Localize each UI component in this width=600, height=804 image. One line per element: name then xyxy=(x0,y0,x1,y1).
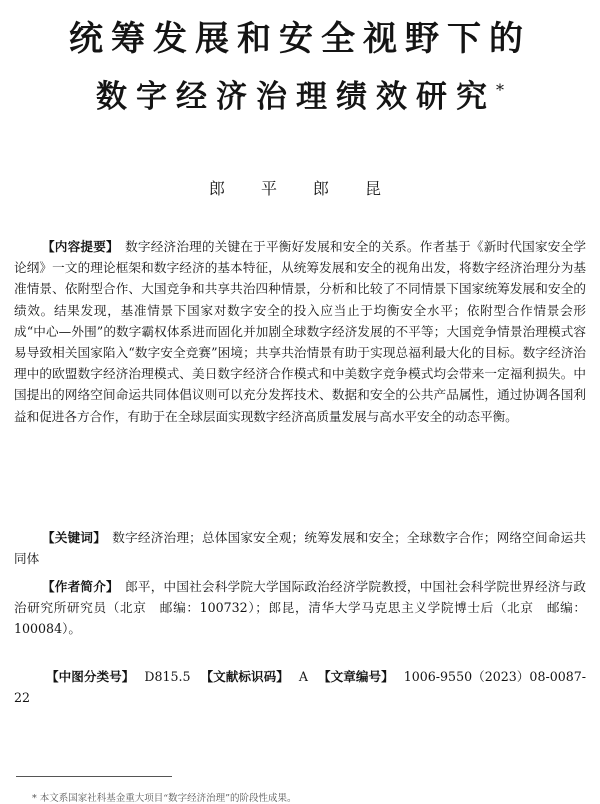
title-text: 数字经济治理绩效研究 xyxy=(96,79,496,115)
classification-paragraph xyxy=(14,666,586,708)
author-names: 郎 平 郎 昆 xyxy=(208,179,391,198)
title-footnote-marker: * xyxy=(496,80,504,100)
abstract-label: 【内容提要】 xyxy=(42,239,119,254)
footnote-text: * 本文系国家社科基金重大项目“数字经济治理”的阶段性成果。 xyxy=(32,793,297,804)
keywords-label: 【关键词】 xyxy=(42,530,107,545)
keywords-paragraph xyxy=(14,527,586,569)
abstract-paragraph xyxy=(14,236,586,427)
article-title-line-1: 统筹发展和安全视野下的 xyxy=(69,19,531,59)
footnote-divider xyxy=(16,776,172,777)
author-intro-paragraph xyxy=(14,576,586,640)
article-number-value: 1006-9550（2023）08-0087-22 xyxy=(14,669,587,706)
clc-label: 【中图分类号】 xyxy=(46,669,135,684)
abstract-text: 数字经济治理的关键在于平衡好发展和安全的关系。作者基于《新时代国家安全学论纲》一文的理论框架和数字经济的基本特征，从统筹发展和安全的视角出发，将数字经济治理分为基准情景、依附型合作、大国竞争和共享共治四种情景，分析和比较了不同情景下国家统筹发展和安全的绩效。结果发现，基准情景下国家对数字安全的投入应当止于均衡安全水平；依附型合作情景会形成“中心—外围”的数字霸权体系进而固化并加剧全球数字经济发展的不平等；大国竞争情景治理模式容易导致相关国家陷入“数字安全竞赛”困境；共享共治情景有助于实现总福利最大化的目标。数字经济治理中的欧盟数字经济治理模式、美日数字经济合作模式和中美数字竞争模式均会带来一定福利损失。中国提出的网络空间命运共同体倡议则可以充分发挥技术、数据和安全的公共产品属性，通过协调各国利益和促进各方合作，有助于在全球层面实现数字经济高质量发展与高水平安全的动态平衡。 xyxy=(14,239,587,424)
author-intro-label: 【作者简介】 xyxy=(42,579,119,594)
article-number-label: 【文章编号】 xyxy=(317,669,394,684)
doc-code-label: 【文献标识码】 xyxy=(200,669,289,684)
article-title-line-2 xyxy=(0,79,600,115)
keywords-text: 数字经济治理；总体国家安全观；统筹发展和安全；全球数字合作；网络空间命运共同体 xyxy=(14,530,587,567)
clc-value: D815.5 xyxy=(144,669,191,684)
doc-code-value: A xyxy=(298,669,308,684)
author-intro-text: 郎平，中国社会科学院大学国际政治经济学院教授，中国社会科学院世界经济与政治研究所研究员（北京 邮编：100732）；郎昆，清华大学马克思主义学院博士后（北京 邮编：100084）。 xyxy=(14,579,587,637)
